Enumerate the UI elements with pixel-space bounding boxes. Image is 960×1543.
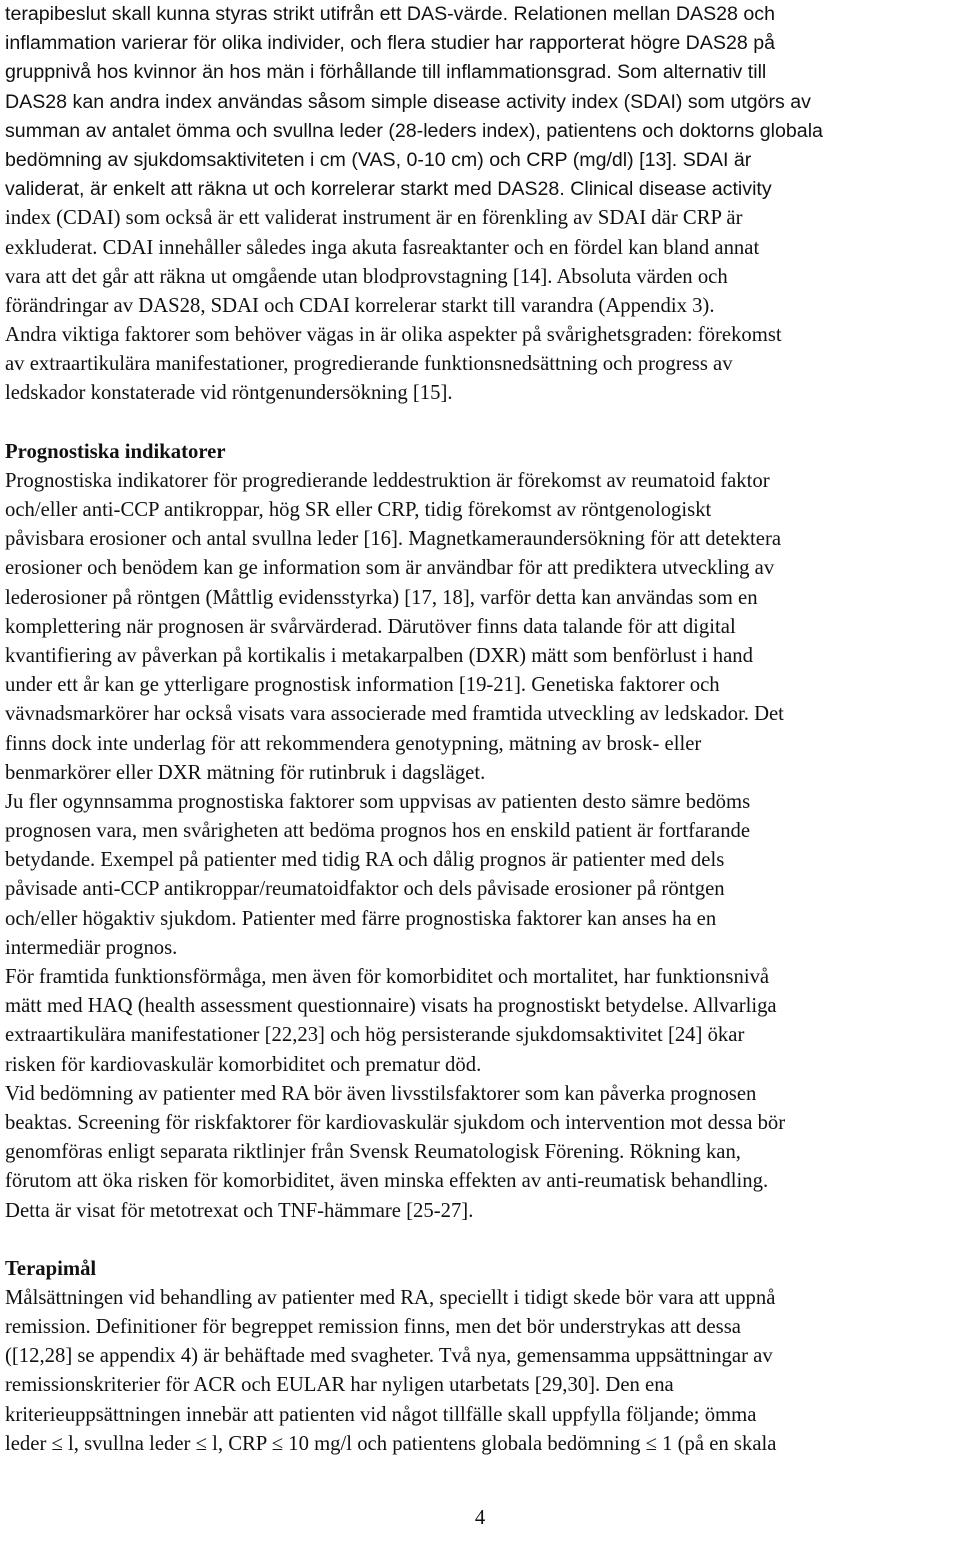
text-line: validerat, är enkelt att räkna ut och korrelerar starkt med DAS28. Clinical disease activity	[5, 178, 772, 201]
text-line: vara att det går att räkna ut omgående utan blodprovstagning [14]. Absoluta värden och	[5, 265, 728, 288]
text-line: leder ≤ l, svullna leder ≤ l, CRP ≤ 10 mg/l och patientens globala bedömning ≤ 1 (på en skala	[5, 1432, 777, 1455]
text-line: extraartikulära manifestationer [22,23] och hög persisterande sjukdomsaktivitet [24] ökar	[5, 1024, 745, 1047]
document-page	[5, 0, 958, 1459]
text-line: ledskador konstaterade vid röntgenundersökning [15].	[5, 382, 453, 405]
paragraph-treatment-goals	[5, 1284, 958, 1459]
text-line: benmarkörer eller DXR mätning för rutinbruk i dagsläget.	[5, 761, 486, 784]
text-line: index (CDAI) som också är ett validerat instrument är en förenkling av SDAI där CRP är	[5, 207, 743, 230]
text-line: terapibeslut skall kunna styras strikt utifrån ett DAS-värde. Relationen mellan DAS28 och	[5, 3, 775, 25]
text-line: Ju fler ogynnsamma prognostiska faktorer som uppvisas av patienten desto sämre bedöms	[5, 790, 751, 813]
text-line: beaktas. Screening för riskfaktorer för kardiovaskulär sjukdom och intervention mot dessa bör	[5, 1111, 786, 1134]
text-line: betydande. Exempel på patienter med tidig RA och dålig prognos är patienter med dels	[5, 849, 725, 872]
heading-terapimal: Terapimål	[5, 1257, 97, 1280]
text-line: kvantifiering av påverkan på kortikalis i metakarpalben (DXR) mätt som benförlust i hand	[5, 644, 753, 667]
text-line: påvisbara erosioner och antal svullna leder [16]. Magnetkameraundersökning för att detektera	[5, 528, 782, 551]
text-line: Detta är visat för metotrexat och TNF-hämmare [25-27].	[5, 1199, 474, 1222]
page-number: 4	[474, 1507, 486, 1529]
text-line: Målsättningen vid behandling av patienter med RA, speciellt i tidigt skede bör vara att uppnå	[5, 1286, 776, 1309]
text-line: Andra viktiga faktorer som behöver vägas in är olika aspekter på svårighetsgraden: förekomst	[5, 324, 782, 347]
text-line: och/eller högaktiv sjukdom. Patienter med färre prognostiska faktorer kan anses ha en	[5, 907, 717, 930]
text-line: och/eller anti-CCP antikroppar, hög SR eller CRP, tidig förekomst av röntgenologiskt	[5, 499, 712, 521]
text-line: påvisade anti-CCP antikroppar/reumatoidfaktor och dels påvisade erosioner på röntgen	[5, 878, 725, 901]
text-line: inflammation varierar för olika individer, och flera studier har rapporterat högre DAS28 på	[5, 32, 775, 55]
text-line: remission. Definitioner för begreppet remission finns, men det bör understrykas att dessa	[5, 1316, 741, 1339]
paragraph-gap	[5, 409, 958, 438]
text-line: exkluderat. CDAI innehåller således inga akuta fasreaktanter och en fördel kan bland annat	[5, 236, 760, 259]
heading-prognostiska-indikatorer: Prognostiska indikatorer	[5, 440, 226, 463]
text-line: förutom att öka risken för komorbiditet, även minska effekten av anti-reumatisk behandling.	[5, 1170, 769, 1193]
text-line: prognosen vara, men svårigheten att bedöma prognos hos en enskild patient är fortfarande	[5, 820, 751, 843]
text-line: Vid bedömning av patienter med RA bör även livsstilsfaktorer som kan påverka prognosen	[5, 1082, 757, 1105]
text-line: intermediär prognos.	[5, 936, 178, 959]
paragraph-gap	[5, 1226, 958, 1255]
text-line: summan av antalet ömma och svullna leder (28-leders index), patientens och doktorns globala	[5, 119, 823, 142]
text-line: DAS28 kan andra index användas såsom simple disease activity index (SDAI) som utgörs av	[5, 90, 811, 113]
text-line: remissionskriterier för ACR och EULAR har nyligen utarbetats [29,30]. Den ena	[5, 1374, 674, 1397]
text-line: kriterieuppsättningen innebär att patienten vid något tillfälle skall uppfylla följande; ömma	[5, 1403, 757, 1426]
text-line: bedömning av sjukdomsaktiviteten i cm (VAS, 0-10 cm) och CRP (mg/dl) [13]. SDAI är	[5, 148, 752, 171]
text-line: förändringar av DAS28, SDAI och CDAI korrelerar starkt till varandra (Appendix 3).	[5, 294, 715, 317]
text-line: erosioner och benödem kan ge information som är användbar för att prediktera utveckling av	[5, 557, 775, 580]
text-line: av extraartikulära manifestationer, progredierande funktionsnedsättning och progress av	[5, 353, 733, 376]
text-line: ([12,28] se appendix 4) är behäftade med svagheter. Två nya, gemensamma uppsättningar av	[5, 1345, 773, 1368]
text-line: gruppnivå hos kvinnor än hos män i förhållande till inflammationsgrad. Som alternativ till	[5, 61, 767, 84]
text-line: Prognostiska indikatorer för progredierande leddestruktion är förekomst av reumatoid faktor	[5, 469, 770, 492]
text-line: vävnadsmarkörer har också visats vara associerade med framtida utveckling av ledskador. Det	[5, 703, 784, 726]
text-line: under ett år kan ge ytterligare prognostisk information [19-21]. Genetiska faktorer och	[5, 674, 720, 697]
paragraph-disease-activity-indices	[5, 0, 958, 409]
text-line: mätt med HAQ (health assessment questionnaire) visats ha prognostiskt betydelse. Allvarliga	[5, 995, 777, 1018]
text-line: komplettering när prognosen är svårvärderad. Därutöver finns data talande för att digital	[5, 615, 736, 638]
paragraph-prognostic-indicators	[5, 467, 958, 1226]
text-line: För framtida funktionsförmåga, men även för komorbiditet och mortalitet, har funktionsnivå	[5, 966, 770, 988]
text-line: lederosioner på röntgen (Måttlig evidensstyrka) [17, 18], varför detta kan användas som en	[5, 586, 758, 609]
text-line: risken för kardiovaskulär komorbiditet och prematur död.	[5, 1053, 482, 1076]
text-line: genomföras enligt separata riktlinjer från Svensk Reumatologisk Förening. Rökning kan,	[5, 1141, 741, 1164]
text-line: finns dock inte underlag för att rekommendera genotypning, mätning av brosk- eller	[5, 732, 702, 755]
